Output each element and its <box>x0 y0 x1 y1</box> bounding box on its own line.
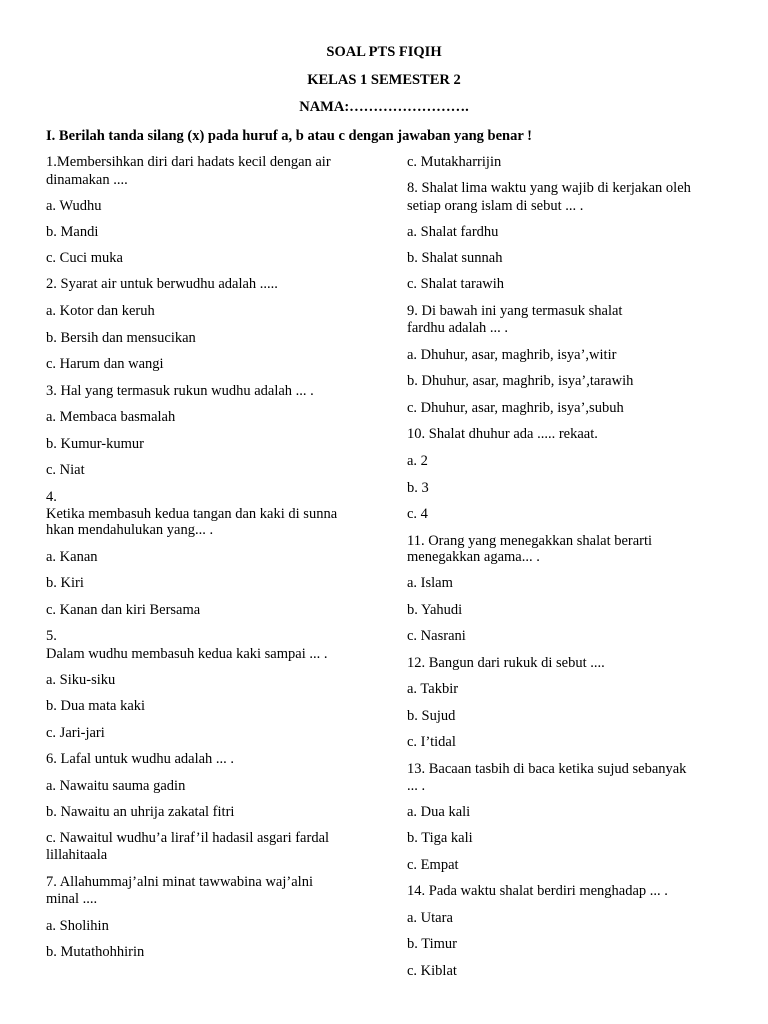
answer-option: b. Dua mata kaki <box>46 698 146 714</box>
answer-option: b. Dhuhur, asar, maghrib, isya’,tarawih <box>407 373 634 389</box>
page-title: SOAL PTS FIQIH <box>326 44 442 60</box>
answer-option: a. Utara <box>407 910 453 926</box>
answer-option: b. Kumur-kumur <box>46 436 144 452</box>
answer-option: a. Wudhu <box>46 198 102 214</box>
question-line: 5. <box>46 628 57 644</box>
question-line: minal .... <box>46 891 98 907</box>
answer-option: lillahitaala <box>46 847 108 863</box>
question-line: fardhu adalah ... . <box>407 320 509 336</box>
question-line: dinamakan .... <box>46 172 128 188</box>
answer-option: a. Islam <box>407 575 453 591</box>
question-line: Ketika membasuh kedua tangan dan kaki di sunna <box>46 506 338 522</box>
answer-option: c. Niat <box>46 462 85 478</box>
instruction: I. Berilah tanda silang (x) pada huruf a, b atau c dengan jawaban yang benar ! <box>46 128 532 144</box>
answer-option: a. Dhuhur, asar, maghrib, isya’,witir <box>407 347 617 363</box>
answer-option: a. Dua kali <box>407 804 471 820</box>
answer-option: b. Shalat sunnah <box>407 250 503 266</box>
question-line: 6. Lafal untuk wudhu adalah ... . <box>46 751 235 767</box>
answer-option: c. 4 <box>407 506 428 522</box>
answer-option: b. Sujud <box>407 708 456 724</box>
answer-option: b. Yahudi <box>407 602 463 618</box>
answer-option: b. Tiga kali <box>407 830 473 846</box>
question-line: 12. Bangun dari rukuk di sebut .... <box>407 655 605 671</box>
answer-option: b. 3 <box>407 480 429 496</box>
answer-option: c. Cuci muka <box>46 250 123 266</box>
question-line: 10. Shalat dhuhur ada ..... rekaat. <box>407 426 598 442</box>
answer-option: c. Shalat tarawih <box>407 276 505 292</box>
answer-option: b. Timur <box>407 936 457 952</box>
question-line: 4. <box>46 489 57 505</box>
question-line: ... . <box>407 778 426 794</box>
class-semester: KELAS 1 SEMESTER 2 <box>307 72 461 88</box>
name-line: NAMA:……………………. <box>299 99 469 115</box>
question-line: menegakkan agama... . <box>407 549 540 565</box>
answer-option: b. Mandi <box>46 224 99 240</box>
question-line: 3. Hal yang termasuk rukun wudhu adalah ... . <box>46 383 314 399</box>
answer-option: b. Nawaitu an uhrija zakatal fitri <box>46 804 235 820</box>
answer-option: b. Mutathohhirin <box>46 944 145 960</box>
answer-option: c. Mutakharrijin <box>407 154 502 170</box>
answer-option: a. Shalat fardhu <box>407 224 499 240</box>
answer-option: b. Bersih dan mensucikan <box>46 330 196 346</box>
answer-option: a. Nawaitu sauma gadin <box>46 778 186 794</box>
question-line: 8. Shalat lima waktu yang wajib di kerjakan oleh <box>407 180 691 196</box>
answer-option: a. Membaca basmalah <box>46 409 176 425</box>
question-line: 13. Bacaan tasbih di baca ketika sujud sebanyak <box>407 761 687 777</box>
answer-option: c. Nasrani <box>407 628 466 644</box>
answer-option: c. Nawaitul wudhu’a liraf’il hadasil asgari fardal <box>46 830 330 846</box>
question-line: 9. Di bawah ini yang termasuk shalat <box>407 303 623 319</box>
answer-option: c. Kanan dan kiri Bersama <box>46 602 201 618</box>
question-line: 7. Allahummaj’alni minat tawwabina waj’alni <box>46 874 313 890</box>
answer-option: c. Kiblat <box>407 963 457 979</box>
question-line: Dalam wudhu membasuh kedua kaki sampai ... . <box>46 646 328 662</box>
question-line: 2. Syarat air untuk berwudhu adalah ..... <box>46 276 278 292</box>
answer-option: c. I’tidal <box>407 734 456 750</box>
answer-option: a. Takbir <box>407 681 459 697</box>
answer-option: a. Siku-siku <box>46 672 116 688</box>
answer-option: a. Sholihin <box>46 918 109 934</box>
question-line: setiap orang islam di sebut ... . <box>407 198 584 214</box>
answer-option: a. Kotor dan keruh <box>46 303 155 319</box>
question-line: hkan mendahulukan yang... . <box>46 522 214 538</box>
answer-option: c. Empat <box>407 857 459 873</box>
answer-option: b. Kiri <box>46 575 84 591</box>
question-line: 1.Membersihkan diri dari hadats kecil dengan air <box>46 154 331 170</box>
answer-option: c. Jari-jari <box>46 725 105 741</box>
answer-option: a. 2 <box>407 453 428 469</box>
answer-option: c. Harum dan wangi <box>46 356 164 372</box>
answer-option: c. Dhuhur, asar, maghrib, isya’,subuh <box>407 400 624 416</box>
answer-option: a. Kanan <box>46 549 98 565</box>
question-line: 14. Pada waktu shalat berdiri menghadap ... . <box>407 883 668 899</box>
question-line: 11. Orang yang menegakkan shalat berarti <box>407 533 653 549</box>
